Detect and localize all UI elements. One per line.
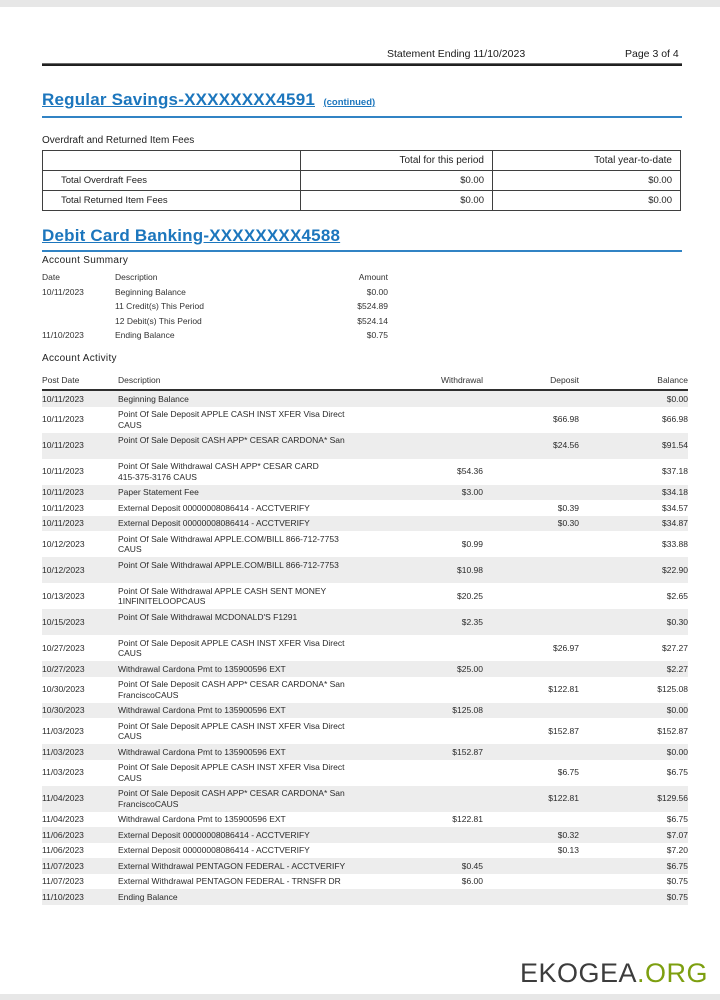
cell-balance: $0.00 [666, 705, 688, 715]
summary-row [42, 328, 388, 343]
cell-balance: $22.90 [662, 564, 688, 575]
description-line: Point Of Sale Deposit APPLE CASH INST XFER Visa Direct [118, 409, 345, 419]
summary-amount: $524.89 [357, 301, 388, 311]
cell-post-date: 11/07/2023 [42, 860, 84, 871]
cell-post-date: 10/11/2023 [42, 414, 84, 425]
table-row [42, 433, 688, 459]
cell-description [118, 459, 405, 485]
activity-rows [42, 391, 688, 905]
cell-description [118, 858, 405, 874]
fees-rows [43, 171, 681, 211]
cell-description [118, 635, 405, 661]
cell-balance: $6.75 [666, 767, 688, 778]
cell-balance: $66.98 [662, 414, 688, 425]
description-line: Ending Balance [118, 891, 178, 902]
cell-post-date: 10/27/2023 [42, 663, 85, 674]
fee-label: Total Overdraft Fees [43, 171, 301, 191]
cell-description [118, 744, 405, 760]
description-line: Withdrawal Cardona Pmt to 135900596 EXT [118, 663, 286, 674]
description-line: External Withdrawal PENTAGON FEDERAL - TRNSFR DR [118, 876, 341, 886]
statement-ending-date: Statement Ending 11/10/2023 [387, 48, 526, 60]
savings-account-title: Regular Savings-XXXXXXXX4591 [42, 90, 316, 109]
description-line: 1INFINITELOOPCAUS [118, 596, 206, 606]
description-line: Point Of Sale Deposit CASH APP* CESAR CARDONA* San [118, 435, 345, 445]
cell-description [118, 889, 405, 905]
debit-account-heading [42, 226, 682, 252]
cell-post-date: 10/11/2023 [42, 487, 84, 497]
summary-amount: $0.75 [366, 330, 388, 340]
cell-balance: $0.00 [666, 746, 688, 757]
description-line: Point Of Sale Deposit APPLE CASH INST XFER Visa Direct [118, 637, 345, 648]
cell-description [118, 609, 405, 635]
debit-account-title: Debit Card Banking-XXXXXXXX4588 [42, 226, 341, 245]
cell-post-date: 11/03/2023 [42, 767, 84, 778]
description-line: Beginning Balance [118, 393, 189, 404]
activity-header-description: Description [118, 374, 161, 385]
activity-header-deposit: Deposit [550, 374, 579, 385]
description-line: Point Of Sale Withdrawal CASH APP* CESAR CARD [118, 461, 319, 471]
description-line: External Withdrawal PENTAGON FEDERAL - ACCTVERIFY [118, 860, 346, 871]
description-line: Withdrawal Cardona Pmt to 135900596 EXT [118, 705, 286, 715]
summary-header-date: Date [42, 272, 60, 282]
fees-row [43, 191, 681, 211]
cell-post-date: 10/11/2023 [42, 518, 84, 528]
description-line: Point Of Sale Withdrawal APPLE.COM/BILL 866-712-7753 [118, 559, 339, 570]
fees-header-ytd: Total year-to-date [493, 151, 681, 171]
cell-withdrawal: $0.45 [461, 860, 483, 871]
cell-balance: $7.20 [666, 845, 688, 855]
cell-withdrawal: $20.25 [457, 590, 483, 601]
summary-description: 12 Debit(s) This Period [115, 315, 202, 326]
cell-withdrawal: $152.87 [452, 746, 483, 757]
table-row [42, 391, 688, 407]
description-line: Point Of Sale Deposit APPLE CASH INST XFER Visa Direct [118, 762, 345, 772]
cell-description [118, 843, 405, 859]
account-summary-table [42, 270, 388, 343]
table-row [42, 635, 688, 661]
summary-header-row [42, 270, 388, 285]
cell-deposit: $26.97 [553, 642, 579, 653]
savings-account-heading [42, 90, 682, 118]
cell-description [118, 661, 405, 677]
description-line [118, 622, 399, 633]
continued-label: (continued) [323, 97, 376, 108]
table-row [42, 812, 688, 828]
cell-deposit: $0.30 [557, 518, 579, 528]
table-row [42, 718, 688, 744]
table-row [42, 744, 688, 760]
cell-balance: $129.56 [657, 793, 688, 804]
activity-header-row [42, 370, 688, 391]
cell-description [118, 583, 405, 609]
cell-balance: $125.08 [657, 684, 688, 695]
cell-withdrawal: $25.00 [457, 663, 483, 674]
cell-post-date: 10/11/2023 [42, 502, 84, 513]
fee-period-value: $0.00 [301, 191, 493, 211]
cell-balance: $34.57 [662, 502, 688, 513]
cell-post-date: 11/07/2023 [42, 876, 84, 886]
cell-balance: $34.18 [662, 487, 688, 497]
page-bottom-edge [0, 994, 720, 1000]
cell-balance: $27.27 [662, 642, 688, 653]
cell-deposit: $122.81 [548, 793, 579, 804]
account-summary-label: Account Summary [42, 255, 129, 266]
cell-balance: $37.18 [662, 466, 688, 477]
table-row [42, 557, 688, 583]
cell-post-date: 11/03/2023 [42, 725, 84, 736]
description-line: CAUS [118, 772, 142, 783]
activity-header-withdrawal: Withdrawal [440, 374, 483, 385]
table-row [42, 531, 688, 557]
description-line: FranciscoCAUS [118, 689, 179, 700]
brand-name: EKOGEA [519, 958, 637, 988]
cell-description [118, 718, 405, 744]
cell-description [118, 516, 405, 532]
cell-post-date: 11/06/2023 [42, 845, 84, 855]
summary-description: Beginning Balance [115, 286, 186, 297]
table-row [42, 889, 688, 905]
table-row [42, 459, 688, 485]
cell-withdrawal: $125.08 [452, 705, 483, 715]
summary-header-description: Description [115, 272, 158, 282]
description-line: CAUS [118, 731, 142, 741]
activity-header-balance: Balance [657, 374, 688, 385]
summary-rows [42, 285, 388, 343]
table-row [42, 677, 688, 703]
activity-header-post-date: Post Date [42, 374, 80, 385]
description-line: CAUS [118, 419, 142, 430]
summary-amount: $0.00 [366, 286, 388, 297]
cell-balance: $6.75 [666, 814, 688, 824]
summary-description: 11 Credit(s) This Period [115, 301, 204, 311]
fees-section-label: Overdraft and Returned Item Fees [42, 135, 195, 146]
cell-balance: $0.30 [666, 616, 688, 627]
cell-balance: $34.87 [662, 518, 688, 528]
header-divider [42, 63, 682, 66]
statement-page [0, 7, 720, 994]
cell-deposit: $0.39 [557, 502, 579, 513]
cell-post-date: 10/15/2023 [42, 616, 85, 627]
brand-logo [520, 958, 708, 989]
table-row [42, 858, 688, 874]
cell-description [118, 531, 405, 557]
cell-description [118, 433, 405, 459]
description-line: External Deposit 00000008086414 - ACCTVERIFY [118, 829, 310, 840]
cell-post-date: 11/04/2023 [42, 793, 84, 804]
cell-withdrawal: $10.98 [457, 564, 483, 575]
description-line: External Deposit 00000008086414 - ACCTVERIFY [118, 502, 310, 513]
description-line: Point Of Sale Withdrawal APPLE CASH SENT MONEY [118, 585, 327, 596]
cell-balance: $0.00 [666, 393, 688, 404]
cell-deposit: $6.75 [557, 767, 579, 778]
cell-balance: $6.75 [666, 860, 688, 871]
cell-withdrawal: $2.35 [461, 616, 483, 627]
summary-description: Ending Balance [115, 330, 175, 340]
cell-balance: $2.27 [666, 663, 688, 674]
cell-description [118, 786, 405, 812]
cell-description [118, 827, 405, 843]
cell-withdrawal: $6.00 [461, 876, 483, 886]
summary-row [42, 299, 388, 314]
description-line: Point Of Sale Deposit APPLE CASH INST XFER Visa Direct [118, 720, 345, 731]
summary-date: 10/11/2023 [42, 286, 84, 297]
cell-post-date: 11/06/2023 [42, 829, 84, 840]
cell-post-date: 10/27/2023 [42, 642, 85, 653]
cell-post-date: 10/11/2023 [42, 393, 84, 404]
cell-description [118, 812, 405, 828]
cell-post-date: 10/30/2023 [42, 684, 85, 695]
cell-description [118, 703, 405, 719]
cell-post-date: 10/13/2023 [42, 590, 85, 601]
cell-description [118, 500, 405, 516]
cell-post-date: 10/11/2023 [42, 466, 84, 477]
table-row [42, 760, 688, 786]
cell-balance: $0.75 [666, 876, 688, 886]
cell-description [118, 391, 405, 407]
cell-post-date: 10/11/2023 [42, 440, 84, 451]
fees-header-blank [43, 151, 301, 171]
description-line: Point Of Sale Withdrawal APPLE.COM/BILL 866-712-7753 [118, 533, 339, 544]
description-line: CAUS [118, 544, 142, 554]
summary-date: 11/10/2023 [42, 330, 84, 340]
fees-table [42, 150, 681, 211]
fee-period-value: $0.00 [301, 171, 493, 191]
brand-suffix: .ORG [636, 958, 708, 988]
cell-balance: $2.65 [666, 590, 688, 601]
table-row [42, 703, 688, 719]
cell-deposit: $122.81 [548, 684, 579, 695]
cell-balance: $33.88 [662, 538, 688, 549]
summary-row [42, 314, 388, 329]
cell-description [118, 557, 405, 583]
cell-deposit: $152.87 [548, 725, 579, 736]
summary-row [42, 285, 388, 300]
table-row [42, 609, 688, 635]
cell-description [118, 677, 405, 703]
cell-post-date: 10/12/2023 [42, 538, 85, 549]
cell-balance: $0.75 [666, 891, 688, 902]
cell-withdrawal: $54.36 [457, 466, 483, 477]
cell-post-date: 11/03/2023 [42, 746, 84, 757]
cell-balance: $152.87 [657, 725, 688, 736]
cell-post-date: 11/04/2023 [42, 814, 84, 824]
description-line: Withdrawal Cardona Pmt to 135900596 EXT [118, 746, 286, 757]
cell-withdrawal: $0.99 [461, 538, 483, 549]
cell-balance: $7.07 [666, 829, 688, 840]
fee-label: Total Returned Item Fees [43, 191, 301, 211]
cell-post-date: 10/30/2023 [42, 705, 85, 715]
description-line: Point Of Sale Withdrawal MCDONALD'S F1291 [118, 611, 298, 622]
account-activity-label: Account Activity [42, 353, 117, 364]
cell-withdrawal: $3.00 [461, 487, 483, 497]
fees-row [43, 171, 681, 191]
summary-header-amount: Amount [358, 272, 388, 282]
page-number: Page 3 of 4 [625, 48, 679, 60]
description-line: Withdrawal Cardona Pmt to 135900596 EXT [118, 814, 286, 824]
cell-description [118, 407, 405, 433]
cell-post-date: 10/12/2023 [42, 564, 85, 575]
table-row [42, 516, 688, 532]
cell-post-date: 11/10/2023 [42, 891, 84, 902]
description-line: Point Of Sale Deposit CASH APP* CESAR CARDONA* San [118, 788, 345, 798]
table-row [42, 827, 688, 843]
description-line: CAUS [118, 648, 142, 658]
cell-description [118, 874, 405, 890]
description-line: Point Of Sale Deposit CASH APP* CESAR CARDONA* San [118, 679, 345, 689]
table-row [42, 583, 688, 609]
cell-description [118, 485, 405, 501]
description-line: External Deposit 00000008086414 - ACCTVERIFY [118, 845, 310, 855]
fees-header-period: Total for this period [301, 151, 493, 171]
summary-date [42, 299, 115, 314]
cell-description [118, 760, 405, 786]
description-line: External Deposit 00000008086414 - ACCTVERIFY [118, 518, 310, 528]
summary-date [42, 314, 115, 329]
table-row [42, 485, 688, 501]
table-row [42, 843, 688, 859]
description-line: 415-375-3176 CAUS [118, 471, 197, 482]
cell-deposit: $0.32 [557, 829, 579, 840]
cell-withdrawal: $122.81 [452, 814, 483, 824]
fees-header-row [43, 151, 681, 171]
summary-amount: $524.14 [357, 315, 388, 326]
fee-ytd-value: $0.00 [493, 171, 681, 191]
fee-ytd-value: $0.00 [493, 191, 681, 211]
cell-balance: $91.54 [662, 440, 688, 451]
description-line: FranciscoCAUS [118, 798, 179, 809]
table-row [42, 407, 688, 433]
table-row [42, 786, 688, 812]
description-line [118, 570, 399, 581]
cell-deposit: $66.98 [553, 414, 579, 425]
cell-deposit: $24.56 [553, 440, 579, 451]
account-activity-table [42, 370, 688, 905]
table-row [42, 500, 688, 516]
description-line: Paper Statement Fee [118, 487, 199, 497]
table-row [42, 661, 688, 677]
description-line [118, 446, 399, 457]
table-row [42, 874, 688, 890]
cell-deposit: $0.13 [557, 845, 579, 855]
